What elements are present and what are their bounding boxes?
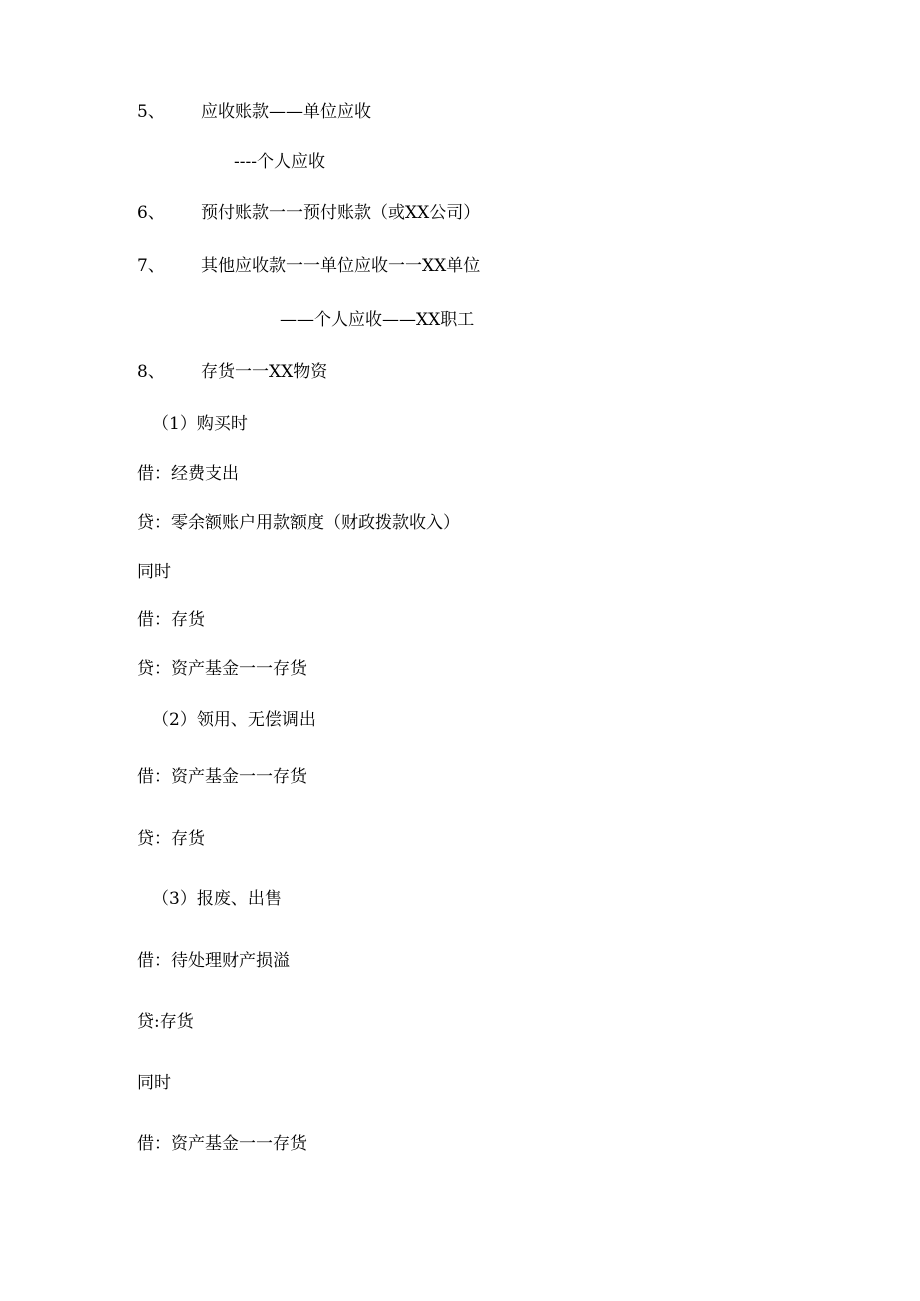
line-text: 其他应收款一一单位应收一一XX单位 <box>201 256 481 276</box>
line-text: 贷:存货 <box>137 1012 194 1032</box>
item-number: 7、 <box>137 256 165 276</box>
item-8-line <box>137 360 327 384</box>
line-text: （3）报废、出售 <box>152 889 282 909</box>
entry-line <box>137 608 205 632</box>
entry-line <box>137 560 171 584</box>
line-text: 借：待处理财产损溢 <box>137 951 290 971</box>
line-text: 预付账款一一预付账款（或XX公司） <box>201 203 481 223</box>
entry-line <box>137 1010 194 1034</box>
line-text: 存货一一XX物资 <box>201 362 328 382</box>
item-5-line <box>137 100 371 124</box>
entry-line <box>137 1132 307 1156</box>
line-text: （1）购买时 <box>152 414 248 434</box>
item-number: 5、 <box>137 102 165 122</box>
entry-line <box>137 657 307 681</box>
line-text: 同时 <box>137 1073 171 1093</box>
line-text: 借：经费支出 <box>137 464 239 484</box>
line-text: 应收账款——单位应收 <box>201 102 371 122</box>
line-text: ——个人应收——XX职工 <box>280 310 475 330</box>
line-text: 贷：资产基金一一存货 <box>137 659 307 679</box>
entry-line <box>137 511 460 535</box>
subsection-3-heading <box>152 887 282 911</box>
line-text: （2）领用、无偿调出 <box>152 710 316 730</box>
line-text: 借：存货 <box>137 610 205 630</box>
subsection-2-heading <box>152 708 316 732</box>
item-5-sub-line <box>234 150 325 174</box>
line-text: 同时 <box>137 562 171 582</box>
item-6-line <box>137 201 480 225</box>
subsection-1-heading <box>152 412 248 436</box>
line-text: 贷：零余额账户用款额度（财政拨款收入） <box>137 513 460 533</box>
line-text: ----个人应收 <box>234 152 325 172</box>
line-text: 借：资产基金一一存货 <box>137 1134 307 1154</box>
line-text: 贷：存货 <box>137 829 205 849</box>
item-number: 6、 <box>137 203 165 223</box>
entry-line <box>137 1071 171 1095</box>
entry-line <box>137 827 205 851</box>
entry-line <box>137 949 290 973</box>
entry-line <box>137 462 239 486</box>
item-7-line <box>137 254 480 278</box>
entry-line <box>137 765 307 789</box>
line-text: 借：资产基金一一存货 <box>137 767 307 787</box>
item-number: 8、 <box>137 362 165 382</box>
item-7-sub-line <box>280 308 474 332</box>
